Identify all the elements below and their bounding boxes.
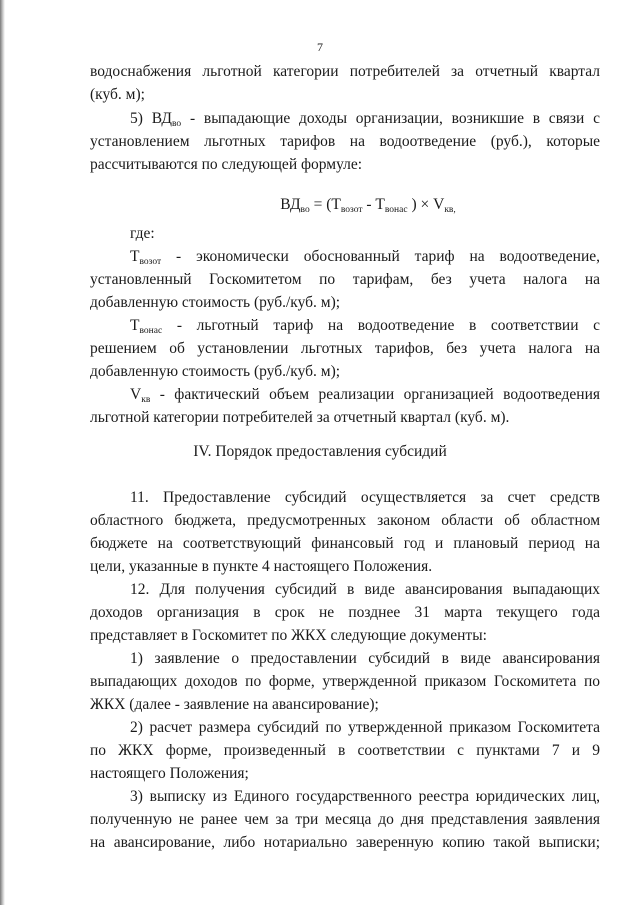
paragraph-line: рассчитываются по следующей формуле: [90, 156, 363, 173]
paragraph-line: на авансирование, либо нотариально заверенную копию такой выписки; [90, 834, 600, 851]
paragraph-line: 1) заявление о предоставлении субсидий в виде авансирования [130, 650, 600, 667]
paragraph-line: 12. Для получения субсидий в виде авансирования выпадающих [130, 581, 600, 598]
definition-line: $Т_{возот}$ - экономически обоснованный тариф на водоотведение, [130, 248, 601, 267]
page-number: 7 [317, 40, 323, 54]
variable-symbol: $Т_{возот}$ [130, 248, 162, 267]
definition-line: $Т_{вонас}$ - льготный тариф на водоотведение в соответствии с [130, 317, 600, 336]
paragraph-line: (куб. м); [90, 86, 145, 103]
paragraph-line: бюджете на соответствующий финансовый год и плановый период на [90, 535, 600, 552]
paragraph-line: установлением льготных тарифов на водоотведение (руб.), которые [90, 133, 600, 150]
section-heading: IV. Порядок предоставления субсидий [193, 443, 447, 460]
paragraph-line: добавленную стоимость (руб./куб. м); [90, 294, 341, 311]
variable-symbol: $V_{кв}$ [130, 386, 151, 405]
paragraph-line: 11. Предоставление субсидий осуществляется за счет средств [130, 489, 600, 506]
paragraph-line: водоснабжения льготной категории потребителей за отчетный квартал [90, 63, 600, 80]
variable-symbol: $Т_{вонас}$ [130, 317, 163, 336]
formula: $ВД_{во} = (Т_{возот} - Т_{вонас}$ ) × $V_{кв,}$ [280, 196, 456, 215]
paragraph-line: настоящего Положения; [90, 765, 249, 782]
paragraph-line: ЖКХ (далее - заявление на авансирование); [90, 696, 379, 713]
list-number: 5) [130, 110, 143, 127]
paragraph-line: добавленную стоимость (руб./куб. м); [90, 363, 341, 380]
where-label: где: [130, 225, 155, 242]
paragraph-line: решением об установлении льготных тарифов, без учета налога на [90, 340, 600, 357]
paragraph-line: по ЖКХ форме, произведенный в соответствии с пунктами 7 и 9 [90, 742, 600, 759]
paragraph-line: установленный Госкомитетом по тарифам, без учета налога на [90, 271, 600, 288]
paragraph-line: представляет в Госкомитет по ЖКХ следующие документы: [90, 627, 487, 644]
paragraph-line: выпадающих доходов по форме, утвержденной приказом Госкомитета по [90, 673, 600, 690]
paragraph-line: полученную не ранее чем за три месяца до дня представления заявления [90, 811, 600, 828]
paragraph-line: 2) расчет размера субсидий по утвержденной приказом Госкомитета [130, 719, 600, 736]
paragraph-line: доходов организация в срок не позднее 31 марта текущего года [90, 604, 600, 621]
paragraph-line: областного бюджета, предусмотренных законом области об областном [90, 512, 600, 529]
variable-symbol: $ВД_{во}$ [151, 110, 182, 129]
paragraph-line: 3) выписку из Единого государственного реестра юридических лиц, [130, 788, 600, 805]
definition-line: $V_{кв}$ - фактический объем реализации организацией водоотведения [130, 386, 601, 405]
list-item-5: 5) $ВД_{во}$ - выпадающие доходы организации, возникшие в связи с [130, 110, 600, 129]
paragraph-line: цели, указанные в пункте 4 настоящего Положения. [90, 558, 433, 575]
paragraph-line: льготной категории потребителей за отчетный квартал (куб. м). [90, 409, 510, 426]
